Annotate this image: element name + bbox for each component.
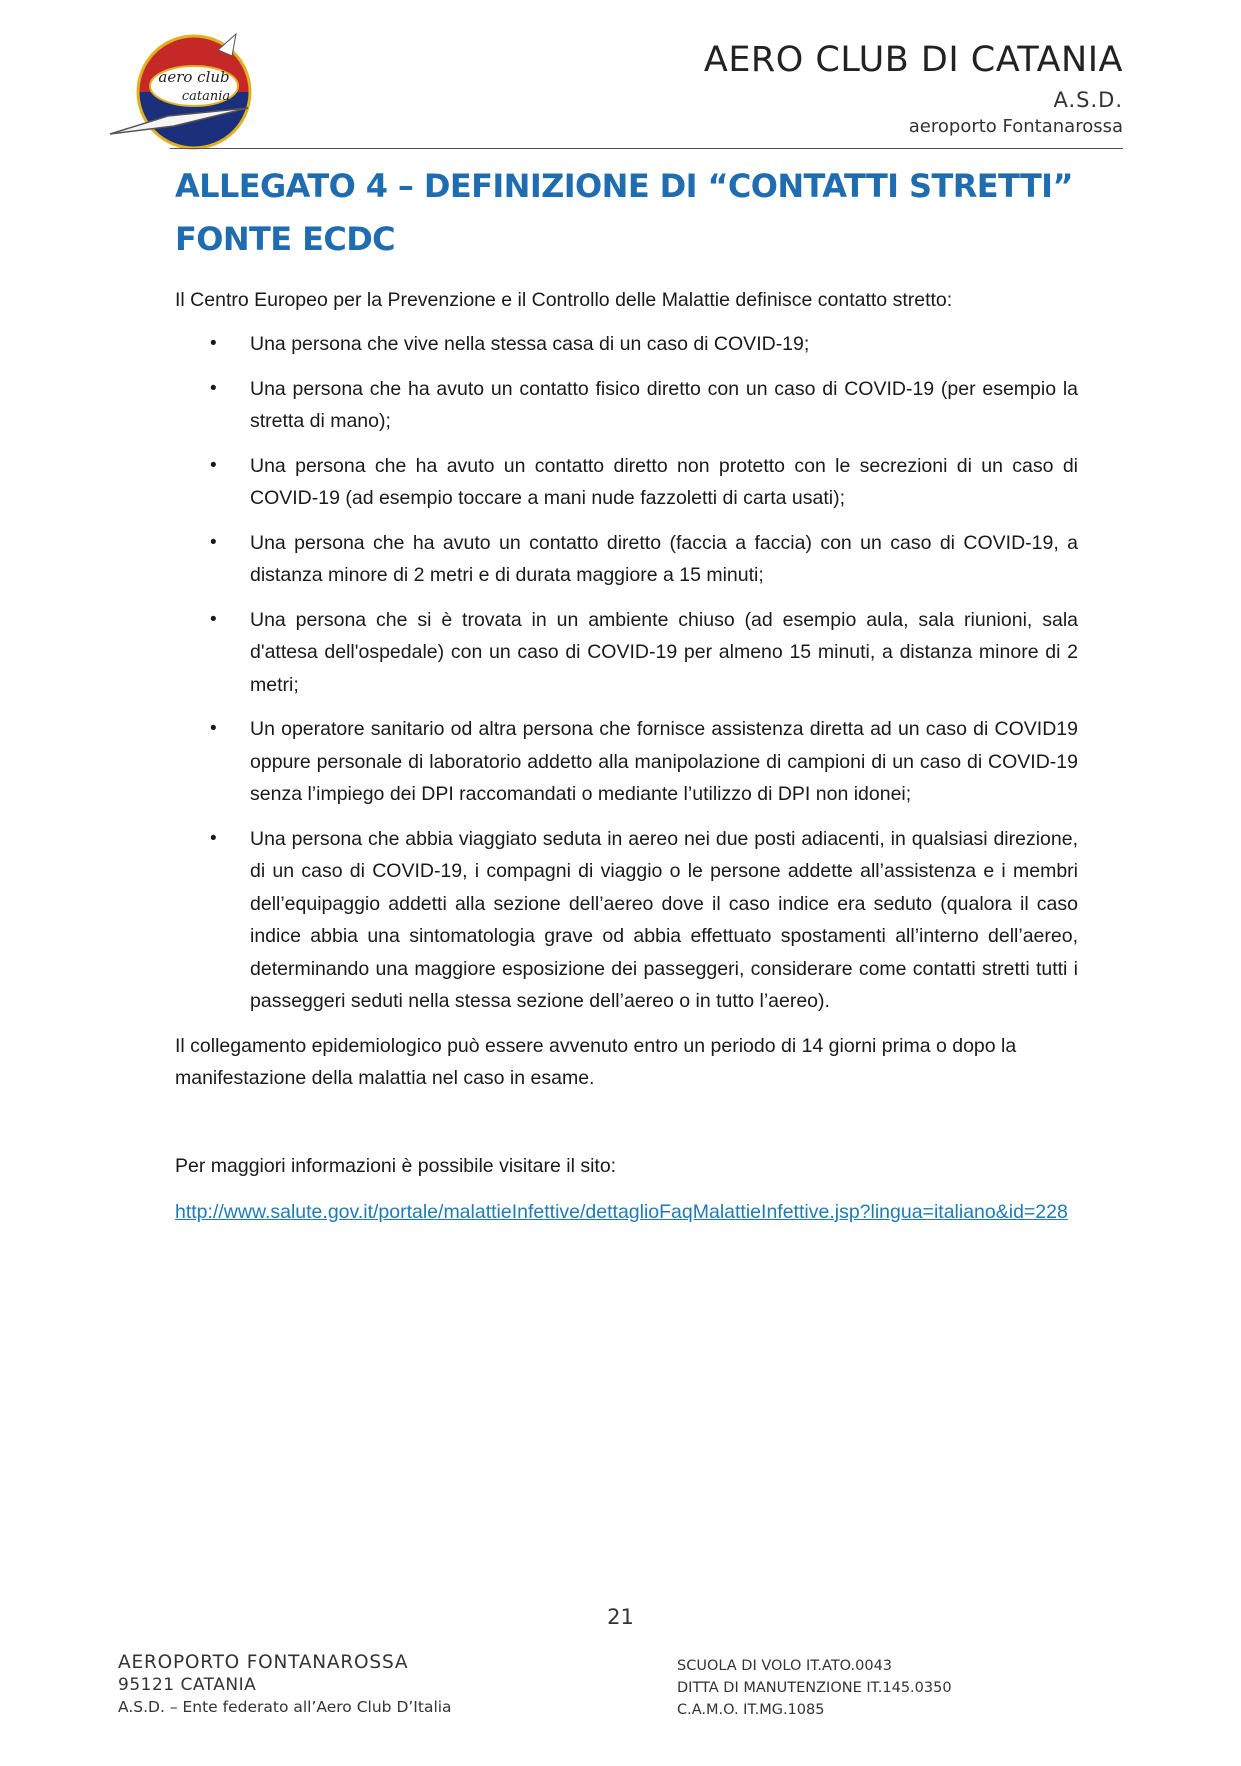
list-item: • Un operatore sanitario od altra persona che fornisce assistenza diretta ad un caso di COVID19 oppure personale di laboratorio addetto alla manipolazione di campioni di un caso di COVID-19 senza l’impiego dei DPI raccomandati o mediante l’utilizzo di DPI non idonei; <box>175 713 1078 811</box>
footer-city: 95121 CATANIA <box>118 1675 257 1695</box>
list-item: • Una persona che abbia viaggiato seduta in aereo nei due posti adiacenti, in qualsiasi direzione, di un caso di COVID-19, i compagni di viaggio o le persone addette all’assistenza e i membri dell’equipaggio addetti alla sezione dell’aereo dove il caso indice era seduto (qualora il caso indice abbia una sintomatologia grave od abbia effettuato spostamenti all’interno dell’aereo, determinando una maggiore esposizione dei passeggeri, considerare come contatti stretti tutti i passeggeri seduti nella stessa sezione dell’aereo o in tutto l’aereo). <box>175 823 1078 1018</box>
header-divider <box>170 148 1123 149</box>
footer-flight-school: SCUOLA DI VOLO IT.ATO.0043 <box>677 1658 893 1674</box>
svg-text:aero club: aero club <box>158 68 230 86</box>
club-subtitle: A.S.D. <box>1053 88 1123 112</box>
aero-club-logo <box>108 30 258 156</box>
bullet-icon: • <box>210 333 217 354</box>
footer-federation: A.S.D. – Ente federato all’Aero Club D’Italia <box>118 1698 452 1716</box>
intro-paragraph: Il Centro Europeo per la Prevenzione e il Controllo delle Malattie definisce contatto stretto: <box>175 289 953 311</box>
footer-certifications <box>677 1655 952 1721</box>
list-item: • Una persona che si è trovata in un ambiente chiuso (ad esempio aula, sala riunioni, sala d'attesa dell'ospedale) con un caso di COVID-19 per almeno 15 minuti, a distanza minore di 2 metri; <box>175 604 1078 702</box>
list-item: • Una persona che vive nella stessa casa di un caso di COVID-19; <box>175 328 1078 361</box>
bullet-icon: • <box>210 827 217 849</box>
svg-text:catania: catania <box>181 89 231 104</box>
more-info-text: Per maggiori informazioni è possibile visitare il sito: <box>175 1154 617 1177</box>
bullet-icon: • <box>210 608 217 630</box>
list-item: • Una persona che ha avuto un contatto fisico diretto con un caso di COVID-19 (per esempio la stretta di mano); <box>175 373 1078 438</box>
footer-airport: AEROPORTO FONTANAROSSA <box>118 1652 409 1673</box>
club-title: AERO CLUB DI CATANIA <box>703 40 1123 80</box>
document-body <box>175 160 1078 1228</box>
bullet-icon: • <box>210 531 217 553</box>
bullet-icon: • <box>210 454 217 476</box>
epidemiological-note: Il collegamento epidemiologico può essere avvenuto entro un periodo di 14 giorni prima o dopo la manifestazione della malattia nel caso in esame. <box>175 1034 1017 1089</box>
page-title: ALLEGATO 4 – DEFINIZIONE DI “CONTATTI STRETTI” FONTE ECDC <box>175 167 1073 258</box>
contact-definitions-list <box>175 328 1078 1018</box>
list-item: • Una persona che ha avuto un contatto diretto non protetto con le secrezioni di un caso di COVID-19 (ad esempio toccare a mani nude fazzoletti di carta usati); <box>175 450 1078 515</box>
bullet-icon: • <box>210 718 217 739</box>
list-item: • Una persona che ha avuto un contatto diretto (faccia a faccia) con un caso di COVID-19, a distanza minore di 2 metri e di durata maggiore a 15 minuti; <box>175 527 1078 592</box>
footer-maintenance: DITTA DI MANUTENZIONE IT.145.0350 <box>677 1680 952 1696</box>
bullet-icon: • <box>210 377 217 399</box>
salute-gov-link[interactable]: http://www.salute.gov.it/portale/malattieInfettive/dettaglioFaqMalattieInfettive.jsp?lingua=italiano&id=228 <box>175 1200 1068 1223</box>
footer-address <box>118 1652 452 1718</box>
page-number: 21 <box>607 1605 634 1629</box>
footer-camo: C.A.M.O. IT.MG.1085 <box>677 1702 825 1718</box>
club-airport: aeroporto Fontanarossa <box>908 116 1123 137</box>
